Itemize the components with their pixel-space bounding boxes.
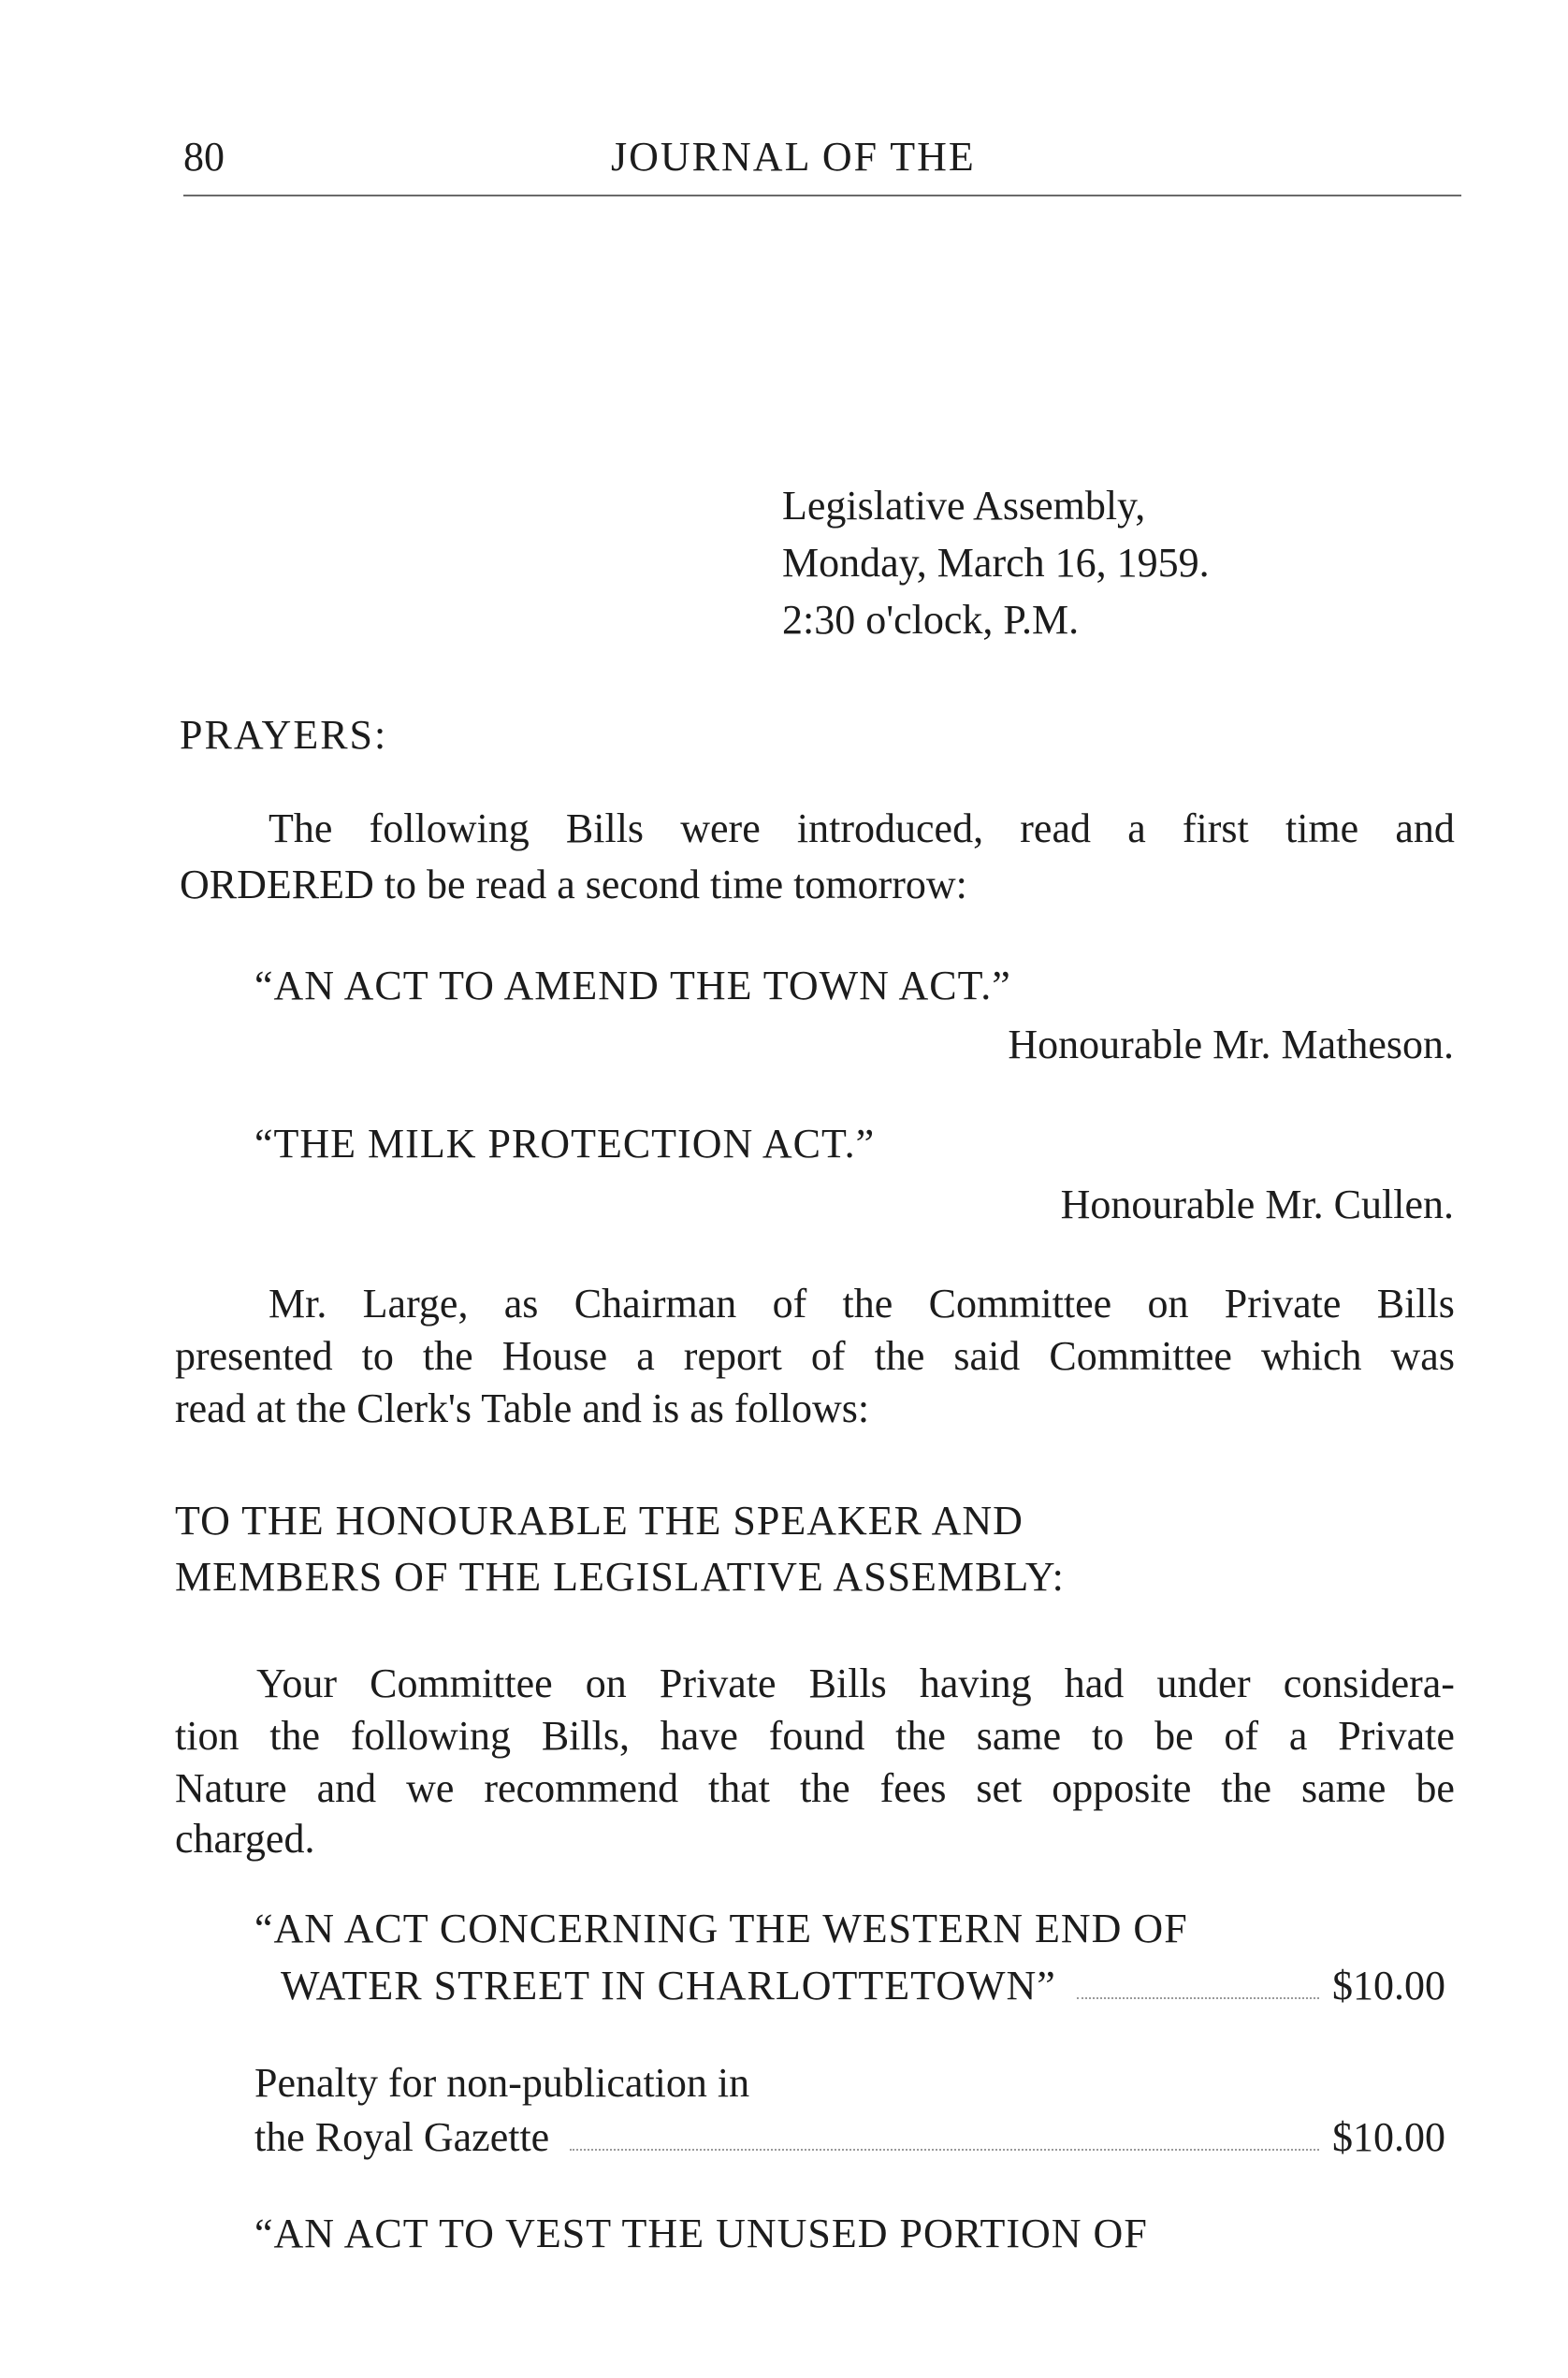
word: first: [1182, 805, 1249, 851]
word: the: [422, 1333, 473, 1379]
word: Committee: [928, 1281, 1112, 1327]
word: Private: [1338, 1713, 1455, 1759]
word: were: [680, 805, 761, 851]
word: Private: [659, 1660, 777, 1706]
running-head: JOURNAL OF THE: [611, 134, 976, 180]
addressee-line-1: TO THE HONOURABLE THE SPEAKER AND: [175, 1498, 1024, 1544]
word: the: [874, 1333, 925, 1379]
report-paragraph-line-1: [269, 1280, 1455, 1327]
bill-title: “AN ACT TO VEST THE UNUSED PORTION OF: [254, 2211, 1148, 2256]
word: fees: [879, 1765, 947, 1811]
word: time: [1285, 805, 1359, 851]
dateline-place: Legislative Assembly,: [782, 483, 1146, 529]
word: same: [1301, 1765, 1387, 1811]
word: introduced,: [796, 805, 984, 851]
word: which: [1260, 1333, 1362, 1379]
word: had: [1064, 1660, 1125, 1706]
dateline-date: Monday, March 16, 1959.: [782, 540, 1210, 586]
prayers-heading: PRAYERS:: [180, 712, 388, 758]
word: under: [1156, 1660, 1251, 1706]
word: Bills: [565, 805, 645, 851]
bill-sponsor: Honourable Mr. Matheson.: [1008, 1022, 1454, 1067]
page-number: 80: [183, 134, 225, 180]
word: Bills,: [541, 1713, 630, 1759]
fee-line: [254, 2113, 1445, 2161]
report-paragraph-line-2: [175, 1332, 1455, 1380]
word: Chairman: [573, 1281, 737, 1327]
word: having: [919, 1660, 1032, 1706]
dateline-time: 2:30 o'clock, P.M.: [782, 597, 1080, 643]
word: as: [503, 1281, 539, 1327]
dot-leader: [570, 2149, 1319, 2151]
word: the: [842, 1281, 893, 1327]
word: read: [1020, 805, 1091, 851]
word: the: [1221, 1765, 1272, 1811]
committee-paragraph-line-1: [256, 1660, 1455, 1707]
word: Bills: [1376, 1281, 1455, 1327]
word: we: [406, 1765, 455, 1811]
word: that: [708, 1765, 770, 1811]
word: following: [369, 805, 530, 851]
word: following: [350, 1713, 511, 1759]
word: The: [269, 805, 333, 851]
word: Nature: [175, 1765, 287, 1811]
bill-title: “AN ACT TO AMEND THE TOWN ACT.”: [254, 963, 1011, 1008]
word: to: [1092, 1713, 1125, 1759]
committee-paragraph-line-2: [175, 1712, 1455, 1760]
fee-bill-title: “AN ACT CONCERNING THE WESTERN END OF: [254, 1906, 1188, 1951]
bill-title: “THE MILK PROTECTION ACT.”: [254, 1121, 876, 1167]
word: Bills: [808, 1660, 887, 1706]
committee-paragraph-line-3: [175, 1764, 1455, 1812]
word: Large,: [362, 1281, 469, 1327]
word: considera-: [1283, 1660, 1455, 1706]
intro-paragraph-line-2: ORDERED to be read a second time tomorrow:: [180, 862, 967, 907]
word: presented: [175, 1333, 333, 1379]
report-paragraph-line-3: read at the Clerk's Table and is as follows:: [175, 1385, 870, 1431]
fee-description: Penalty for non-publication in: [254, 2060, 750, 2106]
word: on: [585, 1660, 627, 1706]
addressee-line-2: MEMBERS OF THE LEGISLATIVE ASSEMBLY:: [175, 1554, 1065, 1600]
word: said: [953, 1333, 1021, 1379]
dot-leader: [1077, 1997, 1319, 1999]
header-rule: [183, 195, 1461, 196]
word: and: [316, 1765, 377, 1811]
dateline: [782, 477, 1210, 648]
word: set: [976, 1765, 1023, 1811]
word: a: [1127, 805, 1146, 851]
word: tion: [175, 1713, 240, 1759]
word: was: [1390, 1333, 1455, 1379]
word: a: [636, 1333, 655, 1379]
word: have: [660, 1713, 738, 1759]
word: a: [1288, 1713, 1308, 1759]
word: Committee: [370, 1660, 553, 1706]
word: opposite: [1052, 1765, 1192, 1811]
committee-paragraph-line-4: charged.: [175, 1816, 315, 1862]
word: and: [1395, 805, 1455, 851]
word: House: [501, 1333, 608, 1379]
word: be: [1416, 1765, 1455, 1811]
fee-line: [281, 1962, 1445, 2009]
word: Private: [1224, 1281, 1342, 1327]
word: on: [1147, 1281, 1189, 1327]
word: of: [1224, 1713, 1259, 1759]
fee-amount: $10.00: [1332, 2114, 1445, 2160]
word: be: [1154, 1713, 1194, 1759]
intro-paragraph-line-1: [269, 805, 1455, 852]
fee-amount: $10.00: [1332, 1963, 1445, 2008]
word: same: [976, 1713, 1062, 1759]
word: the: [799, 1765, 850, 1811]
word: report: [683, 1333, 782, 1379]
bill-sponsor: Honourable Mr. Cullen.: [1060, 1182, 1454, 1227]
word: Mr.: [269, 1281, 327, 1327]
fee-bill-title-continued: WATER STREET IN CHARLOTTETOWN”: [281, 1963, 1056, 2008]
fee-description-continued: the Royal Gazette: [254, 2114, 550, 2160]
word: to: [361, 1333, 394, 1379]
word: of: [810, 1333, 846, 1379]
word: of: [772, 1281, 807, 1327]
word: recommend: [484, 1765, 679, 1811]
word: Committee: [1049, 1333, 1232, 1379]
word: the: [895, 1713, 946, 1759]
word: Your: [256, 1660, 338, 1706]
word: found: [768, 1713, 865, 1759]
word: the: [269, 1713, 321, 1759]
